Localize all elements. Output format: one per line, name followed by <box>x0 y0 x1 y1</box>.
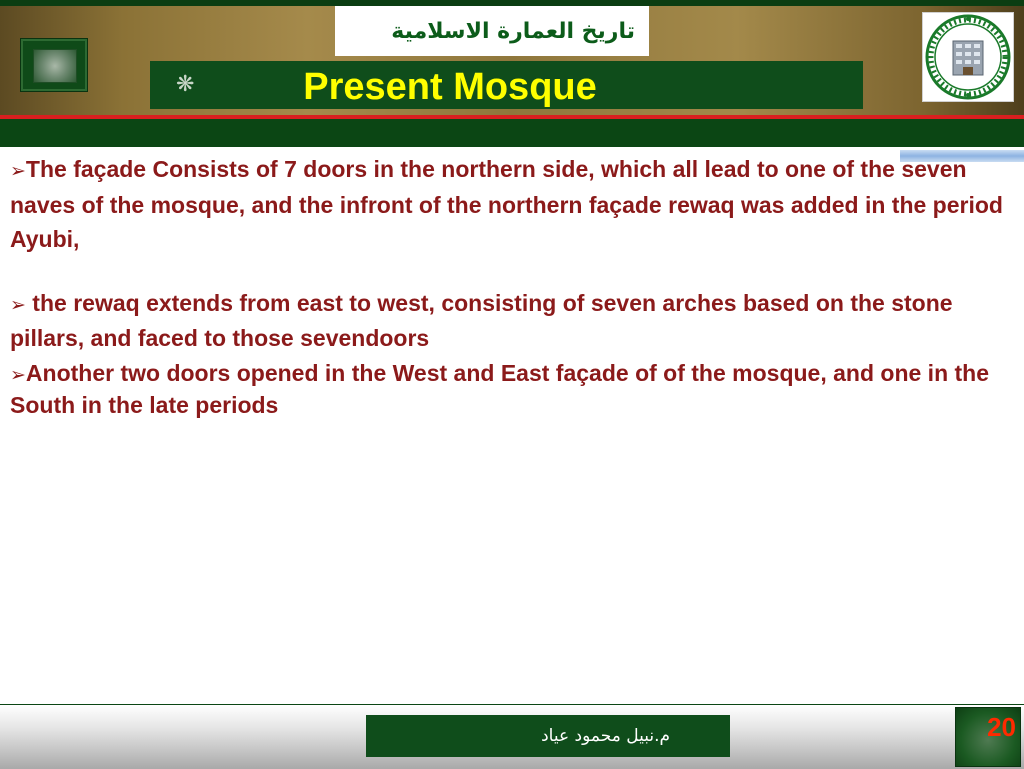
course-title-box <box>335 6 649 56</box>
bullet-text: The façade Consists of 7 doors in the northern side, which all lead to one of the seven naves of the mosque, and the infront of the northern façade rewaq was added in the period Ayubi, <box>10 156 1003 252</box>
bullet-text: the rewaq extends from east to west, consisting of seven arches based on the stone pillars, and faced to those sevendoors <box>10 290 953 351</box>
slide-title: Present Mosque <box>303 66 597 108</box>
slide-footer <box>0 704 1024 769</box>
bullet-paragraph <box>10 358 1010 420</box>
university-logo <box>922 12 1014 102</box>
header-green-bar <box>0 119 1024 147</box>
course-title: تاريخ العمارة الاسلامية <box>391 18 635 44</box>
page-number: 20 <box>987 712 1016 742</box>
decorative-square-icon <box>20 38 88 92</box>
arrow-bullet-icon: ➢ <box>10 364 26 386</box>
bullet-text: Another two doors opened in the West and East façade of of the mosque, and one in the South in the late periods <box>10 360 990 418</box>
page-number-box <box>955 707 1021 767</box>
arrow-bullet-icon: ➢ <box>10 160 26 182</box>
decorative-square-inner <box>33 49 77 83</box>
author-box <box>366 715 730 757</box>
bullet-paragraph <box>10 287 1010 355</box>
slide-title-bar <box>150 61 863 109</box>
slide-content <box>10 152 1010 420</box>
star-ornament-icon: ❋ <box>176 71 195 96</box>
arrow-bullet-icon: ➢ <box>10 294 26 316</box>
slide-header <box>0 0 1024 150</box>
bullet-paragraph <box>10 152 1010 256</box>
author-name: م.نبيل محمود عياد <box>541 726 670 746</box>
university-of-palestine-logo-icon <box>923 13 1013 101</box>
